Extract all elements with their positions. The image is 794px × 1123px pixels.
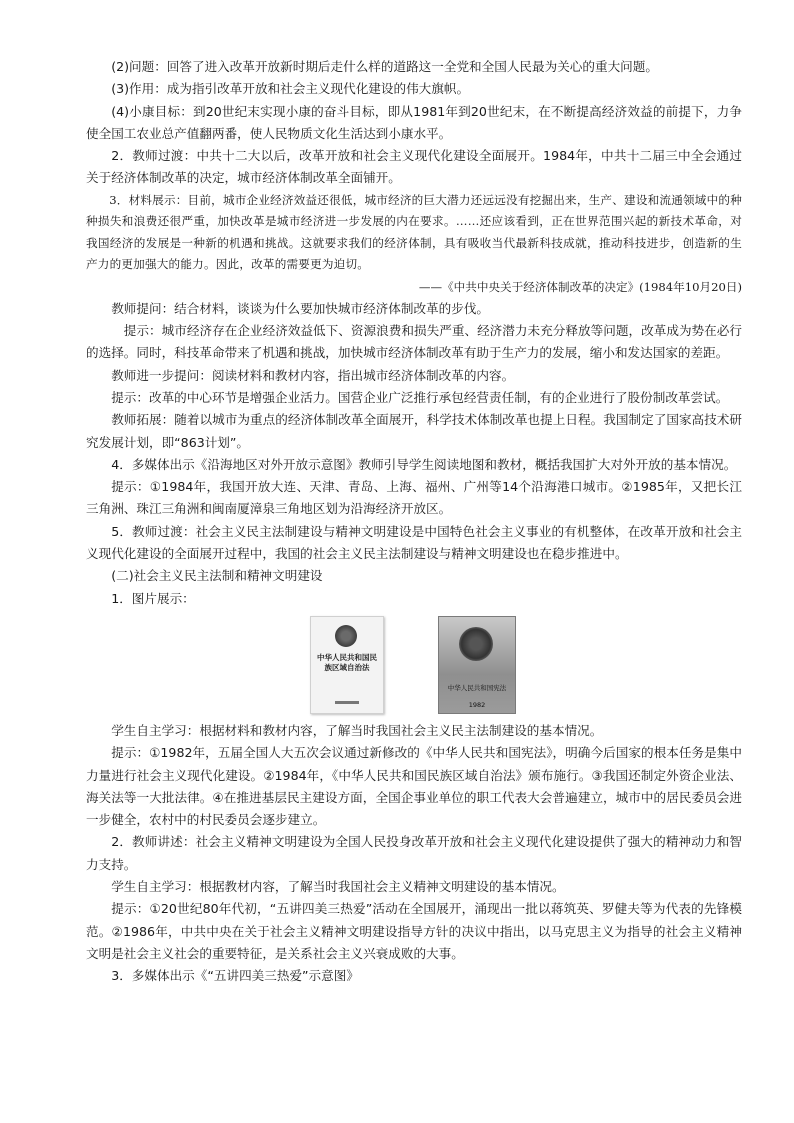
paragraph-teacher-transition-2: 5．教师过渡：社会主义民主法制建设与精神文明建设是中国特色社会主义事业的有机整体，在改革开放和社会主义现代化建设的全面展开过程中，我国的社会主义民主法制建设与精神文明建设也在稳步推进中。 xyxy=(86,523,742,562)
quote-source: ——《中共中央关于经济体制改革的决定》(1984年10月20日) xyxy=(418,279,742,294)
paragraph-hint-1: 提示：城市经济存在企业经济效益低下、资源浪费和损失严重、经济潜力未充分释放等问题，改革成为势在必行的选择。同时，科技革命带来了机遇和挑战，加快城市经济体制改革有助于生产力的发展，缩小和发达国家的差距。 xyxy=(86,323,742,361)
paragraph-xiaokang-goal: (4)小康目标：到20世纪末实现小康的奋斗目标，即从1981年到20世纪末，在不断提高经济效益的前提下，力争使全国工农业总产值翻两番，使人民物质文化生活达到小康水平。 xyxy=(86,103,742,141)
paragraph-teacher-question: 教师提问：结合材料，谈谈为什么要加快城市经济体制改革的步伐。 xyxy=(111,300,489,316)
paragraph-teacher-further-question: 教师进一步提问：阅读材料和教材内容，指出城市经济体制改革的内容。 xyxy=(111,367,515,383)
material-quote xyxy=(86,190,742,276)
autonomy-law-book-image xyxy=(310,616,384,714)
book-images xyxy=(86,616,742,716)
book2-title: 中华人民共和国宪法 xyxy=(447,683,507,692)
paragraph-material-display: 3．材料展示：目前，城市企业经济效益还很低，城市经济的巨大潜力还远远没有挖掘出来，生产、建设和流通领域中的种种损失和浪费还很严重，加快改革是城市经济进一步发展的内在要求。……还应该看到，正在世界范围兴起的新技术革命，对我国经济的发展是一种新的机遇和挑战。这就要求我们的经济体制，具有吸收当代最新科技成就，推动科技进步，创造新的生产力的更加强大的能力。因此，改革的需要更为迫切。 xyxy=(86,192,742,272)
publisher-mark xyxy=(335,701,359,704)
constitution-book-image xyxy=(438,616,516,714)
paragraph-problem: (2)问题：回答了进入改革开放新时期后走什么样的道路这一全党和全国人民最为关心的重大问题。 xyxy=(111,59,658,74)
book1-title: 中华人民共和国民族区域自治法 xyxy=(317,652,377,672)
paragraph-hint-4: 提示：①1982年，五届全国人大五次会议通过新修改的《中华人民共和国宪法》，明确今后国家的根本任务是集中力量进行社会主义现代化建设。②1984年，《中华人民共和国民族区域自治法》颁布施行。③我国还制定外资企业法、海关法等一大批法律。④在推进基层民主建设方面，全国企事业单位的职工代表大会普遍建立，城市中的居民委员会进一步健全，农村中的村民委员会逐步建立。 xyxy=(86,745,742,828)
paragraph-teacher-transition-1: 2．教师过渡：中共十二大以后，改革开放和社会主义现代化建设全面展开。1984年，中共十二届三中全会通过关于经济体制改革的决定，城市经济体制改革全面铺开。 xyxy=(86,148,742,186)
book2-year: 1982 xyxy=(468,700,486,709)
national-emblem-icon xyxy=(459,627,493,661)
national-emblem-icon xyxy=(335,625,357,647)
paragraph-image-display: 1．图片展示： xyxy=(111,590,195,606)
paragraph-hint-2: 提示：改革的中心环节是增强企业活力。国营企业广泛推行承包经营责任制，有的企业进行了股份制改革尝试。 xyxy=(111,389,729,405)
paragraph-multimedia-map: 4．多媒体出示《沿海地区对外开放示意图》教师引导学生阅读地图和教材，概括我国扩大对外开放的基本情况。 xyxy=(111,456,737,472)
paragraph-teacher-narration: 2．教师讲述：社会主义精神文明建设为全国人民投身改革开放和社会主义现代化建设提供了强大的精神动力和智力支持。 xyxy=(86,834,742,872)
paragraph-multimedia-diagram: 3．多媒体出示《“五讲四美三热爱”示意图》 xyxy=(111,968,359,984)
document-body xyxy=(86,56,742,988)
section-heading: (二)社会主义民主法制和精神文明建设 xyxy=(111,568,323,584)
paragraph-student-study-2: 学生自主学习：根据教材内容，了解当时我国社会主义精神文明建设的基本情况。 xyxy=(111,879,565,895)
paragraph-teacher-extension: 教师拓展：随着以城市为重点的经济体制改革全面展开，科学技术体制改革也提上日程。我国制定了国家高技术研究发展计划，即“863计划”。 xyxy=(86,412,742,450)
paragraph-hint-5: 提示：①20世纪80年代初，“五讲四美三热爱”活动在全国展开，涌现出一批以蒋筑英、罗健夫等为代表的先锋模范。②1986年，中共中央在关于社会主义精神文明建设指导方针的决议中指出，以马克思主义为指导的社会主义精神文明是社会主义社会的重要特征，是关系社会主义兴衰成败的大事。 xyxy=(86,901,742,961)
paragraph-student-study-1: 学生自主学习：根据材料和教材内容，了解当时我国社会主义民主法制建设的基本情况。 xyxy=(111,722,603,738)
paragraph-hint-3: 提示：①1984年，我国开放大连、天津、青岛、上海、福州、广州等14个沿海港口城市。②1985年，又把长江三角洲、珠江三角洲和闽南厦漳泉三角地区划为沿海经济开放区。 xyxy=(86,479,742,517)
paragraph-role: (3)作用：成为指引改革开放和社会主义现代化建设的伟大旗帜。 xyxy=(111,81,470,97)
